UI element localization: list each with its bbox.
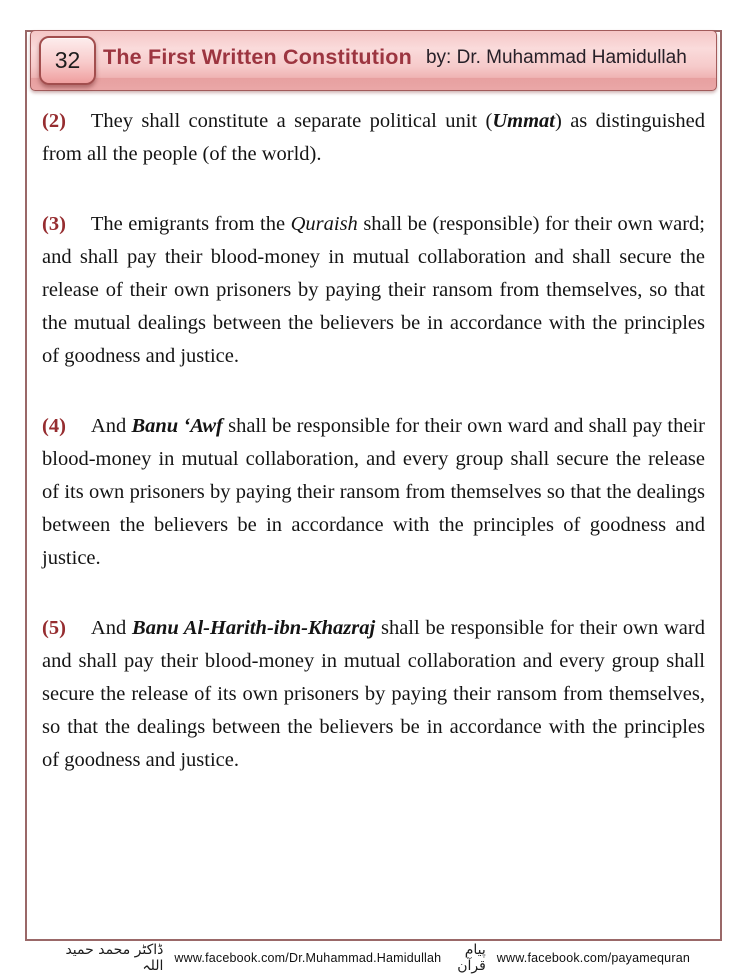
header-title-row [103,31,708,90]
publisher-calligraphy: پیام قرآن [457,942,486,974]
clause-emphasis: Banu ‘Awf [131,415,223,437]
clause-text: shall be responsible for their own ward and shall pay their blood-money in mutual collaboration and every group shall secure the release of its own prisoners by paying their ransom from themselves, so that the dealings between the believers be in accordance with the principles of goodness and justice. [42,617,705,771]
footer-right [441,942,690,974]
page-header [30,30,717,91]
clause-text: shall be responsible for their own ward and shall pay their blood-money in mutual collaboration, and every group shall secure the release of its own prisoners by paying their ransom from themselves so that the dealings between the believers be in accordance with the principles of goodness and justice. [42,415,705,569]
page-border-box [25,30,722,941]
clause-number: (5) [42,617,66,639]
clause-text: They shall constitute a separate political unit ( [90,110,493,132]
page-title: The First Written Constitution [103,45,412,69]
paragraph-3 [42,208,705,373]
author-calligraphy: ڈاکٹر محمد حمید اللہ [65,942,164,974]
paragraph-5 [42,612,705,777]
byline: by: Dr. Muhammad Hamidullah [425,46,687,68]
clause-number: (3) [42,213,66,235]
footer-left [55,942,441,974]
clause-emphasis: Ummat [492,110,555,132]
clause-emphasis: Quraish [290,213,358,235]
clause-text: And [90,415,132,437]
publisher-facebook-url: www.facebook.com/payamequran [496,951,690,965]
clause-number: (4) [42,415,66,437]
clause-text: The emigrants from the [90,213,291,235]
clause-text: shall be (responsible) for their own ward; and shall pay their blood-money in mutual collaboration and shall secure the release of their own prisoners by paying their ransom from themselves, so that the mutual dealings between the believers be in accordance with the principles of goodness and justice. [42,213,705,367]
author-facebook-url: www.facebook.com/Dr.Muhammad.Hamidullah [174,951,442,965]
page-number: 32 [54,47,81,73]
clause-text: And [90,617,133,639]
page-number-badge [39,36,96,85]
paragraph-4 [42,410,705,575]
page-footer [0,942,750,974]
clause-emphasis: Banu Al-Harith-ibn-Khazraj [132,617,376,639]
paragraph-2 [42,105,705,171]
clause-number: (2) [42,110,66,132]
document-body [42,105,705,777]
clause-text: ) as distinguished from all the people (of the world). [42,110,706,165]
